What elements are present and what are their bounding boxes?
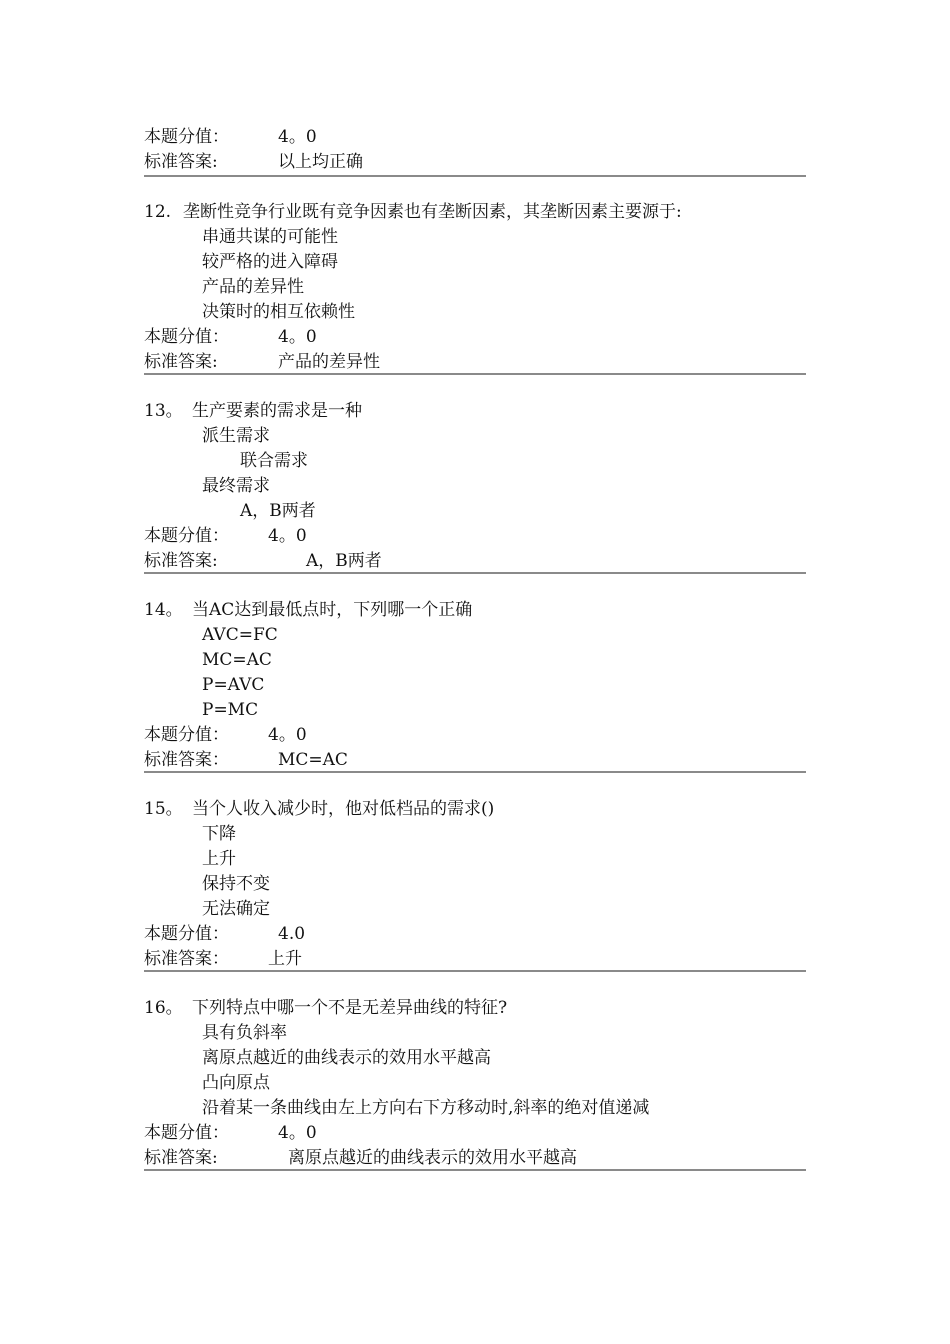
question-text: 当个人收入减少时，他对低档品的需求() (192, 799, 495, 819)
divider (144, 970, 806, 972)
divider (144, 1169, 806, 1171)
option: 凸向原点 (202, 1073, 270, 1093)
option: 上升 (202, 849, 236, 869)
option: 联合需求 (240, 451, 308, 471)
answer-value: MC=AC (278, 750, 348, 770)
score-label: 本题分值： (144, 127, 229, 147)
divider (144, 572, 806, 574)
option: P=AVC (202, 675, 265, 695)
score-value: 4。0 (268, 526, 307, 546)
answer-label: 标准答案: (144, 551, 218, 571)
question-text: 垄断性竞争行业既有竞争因素也有垄断因素，其垄断因素主要源于: (183, 202, 682, 222)
score-label: 本题分值： (144, 526, 229, 546)
question-text: 下列特点中哪一个不是无差异曲线的特征? (192, 998, 508, 1018)
answer-label: 标准答案： (144, 949, 229, 969)
option: MC=AC (202, 650, 272, 670)
option: 无法确定 (202, 899, 270, 919)
score-value: 4.0 (278, 924, 306, 944)
divider (144, 771, 806, 773)
option: 最终需求 (202, 476, 270, 496)
option: 派生需求 (202, 426, 270, 446)
option: 离原点越近的曲线表示的效用水平越高 (202, 1048, 491, 1068)
answer-label: 标准答案: (144, 352, 218, 372)
answer-value: 上升 (268, 949, 302, 969)
option: 决策时的相互依赖性 (202, 302, 355, 322)
answer-value: 以上均正确 (278, 152, 363, 172)
option: 具有负斜率 (202, 1023, 287, 1043)
answer-value: A，B两者 (306, 551, 382, 571)
score-value: 4。0 (268, 725, 307, 745)
answer-label: 标准答案: (144, 1148, 218, 1168)
score-label: 本题分值： (144, 327, 229, 347)
divider (144, 373, 806, 375)
answer-value: 离原点越近的曲线表示的效用水平越高 (288, 1148, 577, 1168)
option: AVC=FC (202, 625, 278, 645)
question-number: 16。 (144, 998, 183, 1018)
question-number: 12. (144, 202, 172, 222)
divider (144, 175, 806, 177)
option: 较严格的进入障碍 (202, 252, 338, 272)
option: 串通共谋的可能性 (202, 227, 338, 247)
option: 沿着某一条曲线由左上方向右下方移动时,斜率的绝对值递减 (202, 1098, 650, 1118)
option: 产品的差异性 (202, 277, 304, 297)
question-text: 生产要素的需求是一种 (192, 401, 362, 421)
score-value: 4。0 (278, 1123, 317, 1143)
answer-value: 产品的差异性 (278, 352, 380, 372)
score-label: 本题分值： (144, 924, 229, 944)
score-value: 4。0 (278, 127, 317, 147)
score-label: 本题分值： (144, 1123, 229, 1143)
option: P=MC (202, 700, 259, 720)
question-text: 当AC达到最低点时，下列哪一个正确 (192, 600, 473, 620)
option: 保持不变 (202, 874, 270, 894)
score-value: 4。0 (278, 327, 317, 347)
question-number: 15。 (144, 799, 183, 819)
option: 下降 (202, 824, 236, 844)
question-number: 13。 (144, 401, 183, 421)
answer-label: 标准答案: (144, 152, 218, 172)
question-number: 14。 (144, 600, 183, 620)
score-label: 本题分值： (144, 725, 229, 745)
option: A，B两者 (240, 501, 316, 521)
answer-label: 标准答案： (144, 750, 229, 770)
